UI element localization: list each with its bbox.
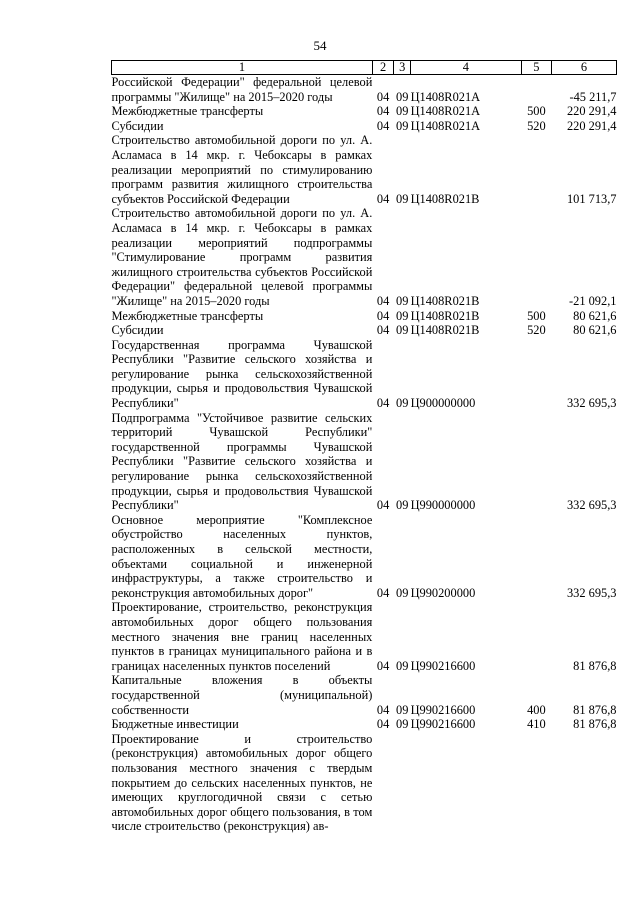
table-row xyxy=(112,600,617,673)
row-subsection: 09 xyxy=(396,702,409,717)
row-name: Субсидии xyxy=(111,118,164,133)
row-expense-type xyxy=(521,338,551,411)
row-target-code: Ц1408R021A xyxy=(410,104,481,119)
table-row xyxy=(112,75,617,105)
row-name: Проектирование и строительство (реконструкция) автомобильных дорог общего пользования местного значения с твердым покрытием до сельских населенных пунктов, не имеющих круглогодичной связи с сетью автомобильных дорог общего пользования, в том числе строительство (реконструкция) ав- xyxy=(111,731,373,834)
row-target-code: Ц900000000 xyxy=(410,396,476,411)
row-target-code: Ц1408R021B xyxy=(410,293,480,308)
table-row xyxy=(112,309,617,324)
header-col-2: 2 xyxy=(372,61,393,75)
row-subsection: 09 xyxy=(396,89,409,104)
row-subsection xyxy=(394,732,411,834)
row-subsection: 09 xyxy=(396,104,409,119)
table-row xyxy=(112,206,617,308)
table-row xyxy=(112,732,617,834)
row-expense-type: 410 xyxy=(527,717,546,732)
row-section xyxy=(372,732,393,834)
row-amount: 81 876,8 xyxy=(573,658,617,673)
row-subsection: 09 xyxy=(396,717,409,732)
row-target-code xyxy=(411,732,522,834)
row-section: 04 xyxy=(376,308,390,323)
row-expense-type: 400 xyxy=(527,702,546,717)
row-subsection: 09 xyxy=(396,396,409,411)
row-target-code: Ц990216600 xyxy=(410,717,476,732)
row-name: Основное мероприятие "Комплексное обустройство населенных пунктов, расположенных в сельской местности, объектами социальной и инженерной инфраструктуры, а также строительство и реконструкция автомобильных дорог" xyxy=(111,512,373,600)
row-name: Государственная программа Чувашской Республики "Развитие сельского хозяйства и регулирование рынка сельскохозяйственной продукции, сырья и продовольствия Чувашской Республики" xyxy=(111,337,373,411)
row-name: Субсидии xyxy=(111,323,164,338)
row-expense-type xyxy=(521,513,551,601)
table-row xyxy=(112,513,617,601)
row-section: 04 xyxy=(376,658,390,673)
row-section: 04 xyxy=(376,118,390,133)
row-subsection: 09 xyxy=(396,293,409,308)
row-amount: 81 876,8 xyxy=(573,702,617,717)
row-name: Российской Федерации" федеральной целевой программы "Жилище" на 2015–2020 годы xyxy=(111,75,373,104)
row-amount: 220 291,4 xyxy=(566,118,617,133)
row-section: 04 xyxy=(376,191,390,206)
row-name: Межбюджетные трансферты xyxy=(111,308,264,323)
row-subsection: 09 xyxy=(396,118,409,133)
row-section: 04 xyxy=(376,104,390,119)
table-row xyxy=(112,673,617,717)
row-section: 04 xyxy=(376,89,390,104)
header-col-3: 3 xyxy=(394,61,411,75)
row-expense-type xyxy=(521,75,551,105)
table-row xyxy=(112,411,617,513)
page-number: 54 xyxy=(313,38,327,53)
row-target-code: Ц1408R021B xyxy=(410,191,480,206)
row-amount: 80 621,6 xyxy=(573,308,617,323)
row-target-code: Ц1408R021A xyxy=(410,89,481,104)
row-amount: 101 713,7 xyxy=(566,191,617,206)
table-row xyxy=(112,717,617,732)
header-col-4: 4 xyxy=(411,61,522,75)
row-name: Строительство автомобильной дороги по ул. А. Асламаса в 14 мкр. г. Чебоксары в рамках реализации мероприятий по стимулированию программ развития жилищного строительства субъектов Российской Федерации xyxy=(111,133,373,206)
row-name: Межбюджетные трансферты xyxy=(111,104,264,119)
row-subsection: 09 xyxy=(396,191,409,206)
row-target-code: Ц1408R021A xyxy=(410,118,481,133)
row-amount: -45 211,7 xyxy=(569,89,617,104)
row-amount: -21 092,1 xyxy=(569,293,617,308)
row-expense-type xyxy=(521,411,551,513)
row-section: 04 xyxy=(376,498,390,513)
row-subsection: 09 xyxy=(396,585,409,600)
row-amount: 332 695,3 xyxy=(566,396,617,411)
row-section: 04 xyxy=(376,702,390,717)
row-expense-type xyxy=(521,133,551,206)
row-target-code: Ц1408R021B xyxy=(410,323,480,338)
table-row xyxy=(112,104,617,119)
row-amount: 332 695,3 xyxy=(566,585,617,600)
header-col-5: 5 xyxy=(521,61,551,75)
row-subsection: 09 xyxy=(396,658,409,673)
row-section: 04 xyxy=(376,396,390,411)
table-row xyxy=(112,338,617,411)
row-subsection: 09 xyxy=(396,308,409,323)
header-col-6: 6 xyxy=(552,61,617,75)
table-row xyxy=(112,323,617,338)
row-expense-type xyxy=(521,206,551,308)
row-expense-type: 520 xyxy=(527,323,546,338)
row-amount: 220 291,4 xyxy=(566,104,617,119)
row-name: Строительство автомобильной дороги по ул. А. Асламаса в 14 мкр. г. Чебоксары в рамках реализации мероприятий подпрограммы "Стимулирование программ развития жилищного строительства субъектов Российской Федерации" федеральной целевой программы "Жилище" на 2015–2020 годы xyxy=(111,206,373,308)
budget-table xyxy=(111,60,617,834)
row-amount: 332 695,3 xyxy=(566,498,617,513)
row-name: Проектирование, строительство, реконструкция автомобильных дорог общего пользования местного значения вне границ населенных пунктов в границах муниципального района и в границах населенных пунктов поселений xyxy=(111,600,373,673)
row-expense-type: 500 xyxy=(527,104,546,119)
row-amount: 80 621,6 xyxy=(573,323,617,338)
table-row xyxy=(112,119,617,134)
row-amount xyxy=(552,732,617,834)
row-target-code: Ц1408R021B xyxy=(410,308,480,323)
row-name: Бюджетные инвестиции xyxy=(111,717,239,732)
row-section: 04 xyxy=(376,293,390,308)
row-name: Подпрограмма "Устойчивое развитие сельских территорий Чувашской Республики" государственной программы Чувашской Республики "Развитие сельского хозяйства и регулирование рынка сельскохозяйственной продукции, сырья и продовольствия Чувашской Республики" xyxy=(111,410,373,513)
row-expense-type xyxy=(521,732,551,834)
row-expense-type: 500 xyxy=(527,308,546,323)
row-expense-type: 520 xyxy=(527,118,546,133)
header-col-1: 1 xyxy=(112,61,373,75)
row-target-code: Ц990216600 xyxy=(410,702,476,717)
row-target-code: Ц990000000 xyxy=(410,498,476,513)
row-section: 04 xyxy=(376,585,390,600)
column-number-header xyxy=(112,61,617,75)
row-target-code: Ц990216600 xyxy=(410,658,476,673)
row-target-code: Ц990200000 xyxy=(410,585,476,600)
table-body xyxy=(112,75,617,834)
row-section: 04 xyxy=(376,717,390,732)
table-row xyxy=(112,133,617,206)
row-subsection: 09 xyxy=(396,498,409,513)
row-name: Капитальные вложения в объекты государственной (муниципальной) собственности xyxy=(111,673,373,717)
row-section: 04 xyxy=(376,323,390,338)
row-expense-type xyxy=(521,600,551,673)
row-amount: 81 876,8 xyxy=(573,717,617,732)
row-subsection: 09 xyxy=(396,323,409,338)
